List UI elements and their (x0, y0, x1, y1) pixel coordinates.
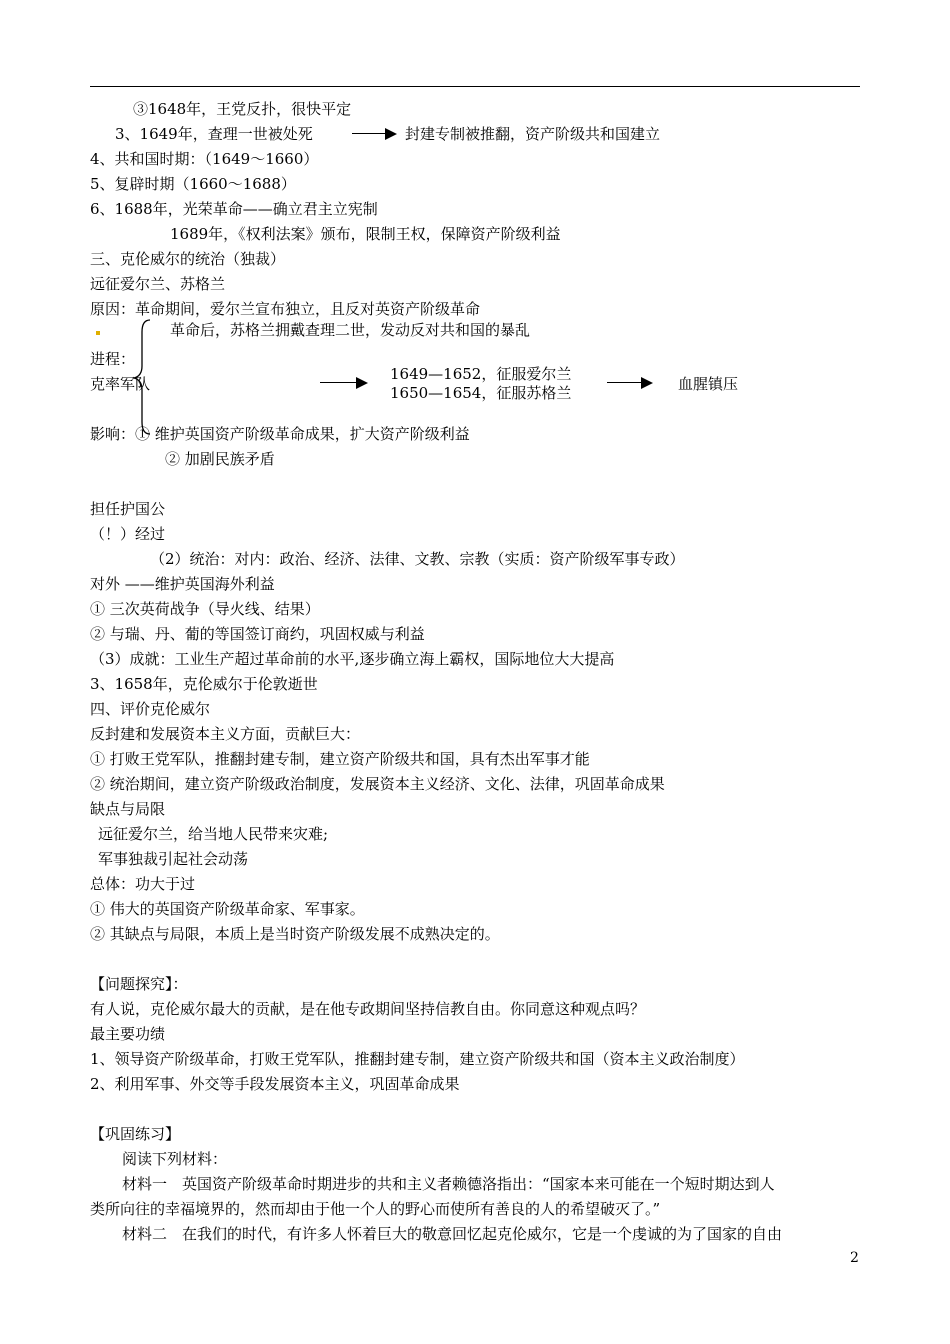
text-line: 原因：革命期间，爱尔兰宣布独立，且反对英资产阶级革命 (90, 300, 481, 318)
text-line: ② 与瑞、丹、葡的等国签订商约，巩固权威与利益 (90, 625, 425, 643)
text-line: 进程： (90, 350, 136, 368)
arrow-right-icon (607, 377, 653, 389)
text-line: 有人说，克伦威尔最大的贡献，是在他专政期间坚持信教自由。你同意这种观点吗？ (90, 1000, 646, 1018)
text-line: ② 统治期间，建立资产阶级政治制度，发展资本主义经济、文化、法律，巩固革命成果 (90, 775, 665, 793)
text-line: ② 加剧民族矛盾 (165, 450, 275, 468)
text-line: 1649—1652，征服爱尔兰 (390, 365, 572, 383)
text-line: 6、1688年，光荣革命——确立君主立宪制 (90, 200, 378, 218)
arrow-right-icon (320, 377, 368, 389)
text-line: 血腥镇压 (678, 375, 739, 393)
text-line: （3）成就：工业生产超过革命前的水平,逐步确立海上霸权，国际地位大大提高 (90, 650, 615, 668)
text-line: ② 其缺点与局限，本质上是当时资产阶级发展不成熟决定的。 (90, 925, 500, 943)
text-line: 阅读下列材料： (122, 1150, 228, 1168)
text-line: 1、领导资产阶级革命，打败王党军队，推翻封建专制，建立资产阶级共和国（资本主义政治制度） (90, 1050, 745, 1068)
text-line: （！）经过 (90, 525, 166, 543)
text-line: ① 伟大的英国资产阶级革命家、军事家。 (90, 900, 365, 918)
header-rule (90, 86, 860, 87)
section-heading: 【问题探究】： (90, 975, 188, 993)
section-heading: 【巩固练习】 (90, 1125, 181, 1143)
text-line: 类所向往的幸福境界的，然而却由于他一个人的野心而使所有善良的人的希望破灭了。” (90, 1200, 661, 1218)
text-line: 材料一 英国资产阶级革命时期进步的共和主义者赖德洛指出：“国家本来可能在一个短时期达到人 (122, 1175, 775, 1193)
text-line: 总体：功大于过 (90, 875, 196, 893)
text-line: 材料二 在我们的时代，有许多人怀着巨大的敬意回忆起克伦威尔，它是一个虔诚的为了国家的自由 (122, 1225, 783, 1243)
text-line: 克率军队 (90, 375, 151, 393)
section-heading: 三、克伦威尔的统治（独裁） (90, 250, 286, 268)
text-line: 军事独裁引起社会动荡 (98, 850, 249, 868)
text-line: （2）统治：对内：政治、经济、法律、文教、宗教（实质：资产阶级军事专政） (150, 550, 685, 568)
text-line: 缺点与局限 (90, 800, 166, 818)
bullet-mark-icon (96, 331, 100, 335)
text-line: 远征爱尔兰，给当地人民带来灾难; (98, 825, 329, 843)
text-line: 革命后，苏格兰拥戴查理二世，发动反对共和国的暴乱 (170, 321, 531, 339)
text-line: 封建专制被推翻，资产阶级共和国建立 (405, 125, 661, 143)
text-line: 2、利用军事、外交等手段发展资本主义，巩固革命成果 (90, 1075, 460, 1093)
text-line: 3、1649年，查理一世被处死 (115, 125, 313, 143)
text-line: 3、1658年，克伦威尔于伦敦逝世 (90, 675, 318, 693)
text-line: 1689年，《权利法案》颁布，限制王权，保障资产阶级利益 (170, 225, 561, 243)
text-line: ① 打败王党军队，推翻封建专制，建立资产阶级共和国，具有杰出军事才能 (90, 750, 590, 768)
section-heading: 四、评价克伦威尔 (90, 700, 211, 718)
text-line: 影响：① 维护英国资产阶级革命成果，扩大资产阶级利益 (90, 425, 470, 443)
page-number: 2 (850, 1250, 859, 1266)
text-line: 最主要功绩 (90, 1025, 166, 1043)
text-line: 1650—1654，征服苏格兰 (390, 384, 572, 402)
arrow-right-icon (352, 128, 397, 140)
text-line: 5、复辟时期（1660～1688） (90, 175, 296, 193)
text-line: 对外 ——维护英国海外利益 (90, 575, 275, 593)
text-line: ③1648年，王党反扑，很快平定 (133, 100, 352, 118)
text-line: 远征爱尔兰、苏格兰 (90, 275, 226, 293)
text-line: ① 三次英荷战争（导火线、结果） (90, 600, 320, 618)
text-line: 担任护国公 (90, 500, 166, 518)
text-line: 反封建和发展资本主义方面，贡献巨大： (90, 725, 361, 743)
text-line: 4、共和国时期：（1649～1660） (90, 150, 319, 168)
